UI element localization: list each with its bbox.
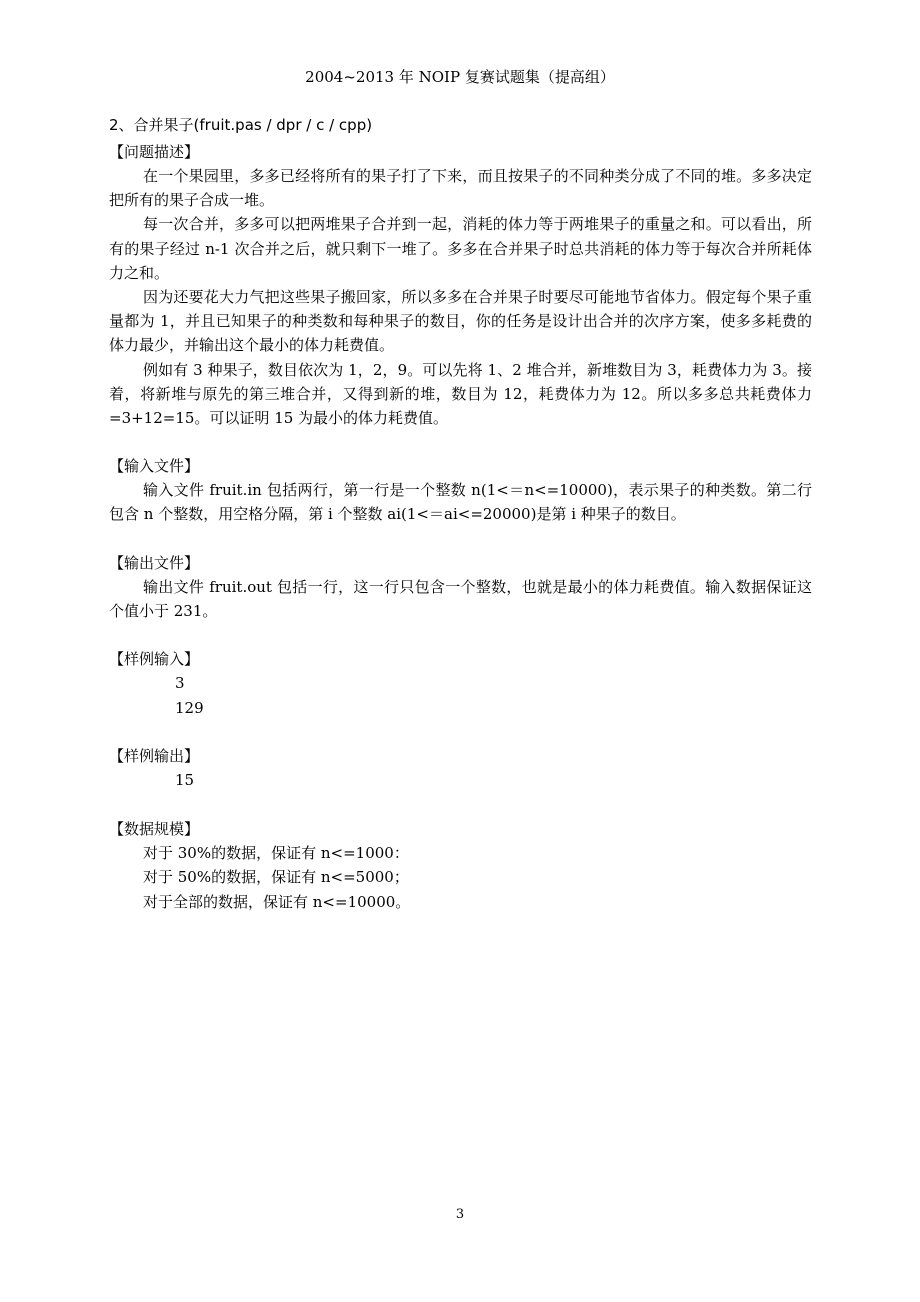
section-heading-input-file: 【输入文件】 bbox=[109, 457, 200, 476]
description-paragraph: 每一次合并，多多可以把两堆果子合并到一起，消耗的体力等于两堆果子的重量之和。可以看出，所有的果子经过 n-1 次合并之后，就只剩下一堆了。多多在合并果子时总共消耗的体力等于每次合并所耗体力之和。 bbox=[109, 215, 812, 282]
section-heading-description: 【问题描述】 bbox=[109, 143, 200, 161]
sample-output-line: 15 bbox=[175, 771, 195, 790]
description-paragraph: 例如有 3 种果子，数目依次为 1，2，9。可以先将 1、2 堆合并，新堆数目为 3，耗费体力为 3。接着，将新堆与原先的第三堆合并，又得到新的堆，数目为 12，耗费体力为 12。所以多多总共耗费体力=3+12=15。可以证明 15 为最小的体力耗费值。 bbox=[109, 360, 812, 428]
data-scale-item: 对于 50%的数据，保证有 n<=5000； bbox=[143, 868, 409, 887]
spacer bbox=[109, 793, 812, 817]
page-number: 3 bbox=[455, 1207, 465, 1222]
section-heading-sample-output: 【样例输出】 bbox=[109, 747, 200, 766]
problem-content bbox=[109, 113, 812, 914]
description-paragraph: 因为还要花大力气把这些果子搬回家，所以多多在合并果子时要尽可能地节省体力。假定每个果子重量都为 1，并且已知果子的种类数和每种果子的数目，你的任务是设计出合并的次序方案，使多多耗费的体力最少，并输出这个最小的体力耗费值。 bbox=[109, 288, 812, 355]
output-file-text: 输出文件 fruit.out 包括一行，这一行只包含一个整数，也就是最小的体力耗费值。输入数据保证这个值小于 231。 bbox=[109, 577, 812, 620]
spacer bbox=[109, 720, 812, 744]
problem-title: 2、合并果子(fruit.pas / dpr / c / cpp) bbox=[109, 116, 373, 134]
section-heading-sample-input: 【样例输入】 bbox=[109, 650, 200, 669]
data-scale-item: 对于 30%的数据，保证有 n<=1000： bbox=[143, 843, 409, 862]
section-heading-output-file: 【输出文件】 bbox=[109, 553, 200, 572]
section-heading-data-scale: 【数据规模】 bbox=[109, 819, 200, 838]
sample-input-line: 129 bbox=[175, 698, 204, 717]
spacer bbox=[109, 527, 812, 551]
input-file-text: 输入文件 fruit.in 包括两行，第一行是一个整数 n(1<＝n<=10000)，表示果子的种类数。第二行包含 n 个整数，用空格分隔，第 i 个整数 ai(1<＝ai<=20000)是第 i 种果子的数目。 bbox=[109, 481, 812, 524]
sample-input-line: 3 bbox=[175, 674, 185, 693]
page-header: 2004~2013 年 NOIP 复赛试题集（提高组） bbox=[305, 68, 615, 86]
spacer bbox=[109, 623, 812, 647]
spacer bbox=[109, 430, 812, 454]
description-paragraph: 在一个果园里，多多已经将所有的果子打了下来，而且按果子的不同种类分成了不同的堆。多多决定把所有的果子合成一堆。 bbox=[109, 167, 812, 210]
data-scale-item: 对于全部的数据，保证有 n<=10000。 bbox=[143, 892, 411, 911]
